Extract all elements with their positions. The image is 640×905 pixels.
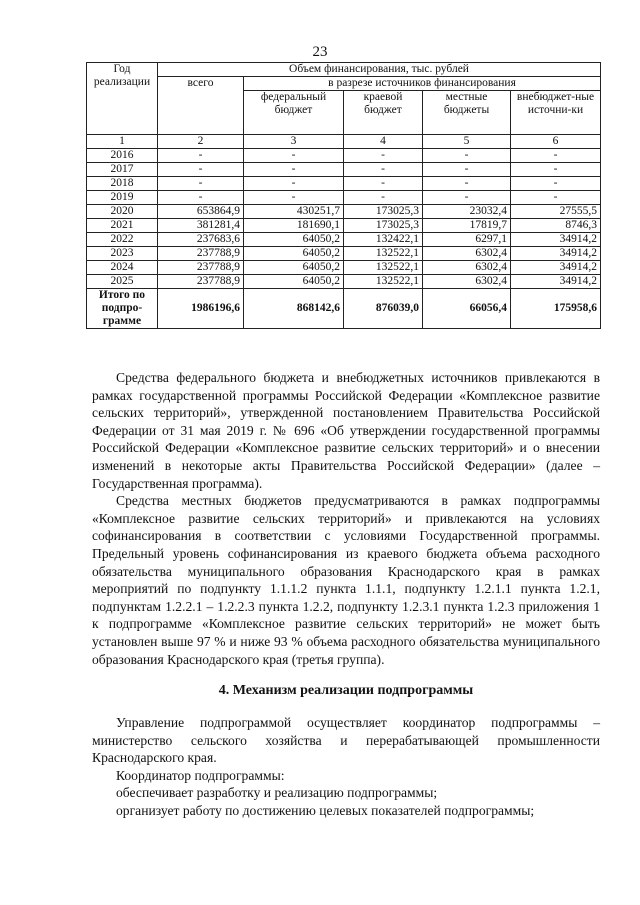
value-cell: 64050,2 [244, 275, 344, 289]
year-cell: 2023 [87, 247, 158, 261]
value-cell: 173025,3 [344, 205, 423, 219]
value-cell: 34914,2 [511, 261, 601, 275]
total-value: 876039,0 [344, 289, 423, 329]
table-row [87, 163, 601, 177]
value-cell: 64050,2 [244, 233, 344, 247]
table-row [87, 247, 601, 261]
value-cell: - [344, 191, 423, 205]
value-cell: - [158, 149, 244, 163]
column-number: 6 [511, 135, 601, 149]
header-federal: федеральный бюджет [244, 91, 344, 135]
value-cell: 173025,3 [344, 219, 423, 233]
value-cell: 6302,4 [423, 275, 511, 289]
table-row [87, 191, 601, 205]
total-row [87, 289, 601, 329]
header-regional: краевой бюджет [344, 91, 423, 135]
year-cell: 2021 [87, 219, 158, 233]
table-row [87, 219, 601, 233]
column-number: 3 [244, 135, 344, 149]
header-extrabudget: внебюджет-ные источни-ки [511, 91, 601, 135]
value-cell: - [244, 177, 344, 191]
value-cell: - [344, 163, 423, 177]
table-row [87, 177, 601, 191]
year-cell: 2017 [87, 163, 158, 177]
table-row [87, 261, 601, 275]
page-number: 23 [312, 44, 328, 60]
value-cell: - [511, 191, 601, 205]
value-cell: - [158, 163, 244, 177]
column-number: 4 [344, 135, 423, 149]
paragraph: Средства местных бюджетов предусматриваются в рамках подпрограммы «Комплексное развитие сельских территорий» и привлекаются на условиях софинансирования в соответствии с условиями Государственной программы. Предельный уровень софинансирования из краевого бюджета объема расходного обязательства муниципального образования Краснодарского края в рамках мероприятий по подпункту 1.1.1.2 пункта 1.1.1, подпункту 1.2.1.1 пункта 1.2.1, подпунктам 1.2.2.1 – 1.2.2.3 пункта 1.2.2, подпункту 1.2.3.1 пункта 1.2.3 приложения 1 к подпрограмме «Комплексное развитие сельских территорий» не может быть установлен выше 97 % и ниже 93 % объема расходного обязательства муниципального образования Краснодарского края (третья группа). [92, 493, 600, 667]
value-cell: 34914,2 [511, 233, 601, 247]
header-local: местные бюджеты [423, 91, 511, 135]
paragraph: Средства федерального бюджета и внебюджетных источников привлекаются в рамках государственной программы Российской Федерации «Комплексное развитие сельских территорий», утвержденной постановлением Правительства Российской Федерации от 31 мая 2019 г. № 696 «Об утверждении государственной программы Российской Федерации «Комплексное развитие сельских территорий» и о внесении изменений в некоторые акты Правительства Российской Федерации» (далее – Государственная программа). [92, 370, 600, 491]
table-row [87, 275, 601, 289]
value-cell: 132422,1 [344, 233, 423, 247]
value-cell: 381281,4 [158, 219, 244, 233]
table-row [87, 205, 601, 219]
column-number: 5 [423, 135, 511, 149]
header-year: Год реализации [87, 63, 158, 135]
value-cell: - [423, 163, 511, 177]
value-cell: - [244, 191, 344, 205]
value-cell: 6302,4 [423, 247, 511, 261]
column-numbers-row [87, 135, 601, 149]
value-cell: 34914,2 [511, 275, 601, 289]
financing-table [86, 62, 601, 329]
value-cell: 237788,9 [158, 247, 244, 261]
section-title: 4. Механизм реализации подпрограммы [218, 683, 474, 698]
total-value: 175958,6 [511, 289, 601, 329]
text-block-2 [92, 714, 600, 820]
total-value: 66056,4 [423, 289, 511, 329]
total-label: Итого по подпро-грамме [87, 289, 158, 329]
year-cell: 2019 [87, 191, 158, 205]
value-cell: 64050,2 [244, 261, 344, 275]
value-cell: 6302,4 [423, 261, 511, 275]
value-cell: 237788,9 [158, 275, 244, 289]
value-cell: 8746,3 [511, 219, 601, 233]
value-cell: 23032,4 [423, 205, 511, 219]
value-cell: 27555,5 [511, 205, 601, 219]
value-cell: - [511, 177, 601, 191]
value-cell: - [158, 191, 244, 205]
value-cell: - [344, 149, 423, 163]
value-cell: - [158, 177, 244, 191]
value-cell: 237788,9 [158, 261, 244, 275]
year-cell: 2025 [87, 275, 158, 289]
paragraph: Управление подпрограммой осуществляет координатор подпрограммы – министерство сельского хозяйства и перерабатывающей промышленности Краснодарского края. [92, 715, 600, 766]
value-cell: 653864,9 [158, 205, 244, 219]
value-cell: - [423, 149, 511, 163]
value-cell: 64050,2 [244, 247, 344, 261]
value-cell: - [511, 163, 601, 177]
value-cell: 237683,6 [158, 233, 244, 247]
total-value: 1986196,6 [158, 289, 244, 329]
total-value: 868142,6 [244, 289, 344, 329]
text-block-1 [92, 369, 600, 668]
header-volume: Объем финансирования, тыс. рублей [158, 63, 601, 77]
value-cell: 132522,1 [344, 261, 423, 275]
year-cell: 2020 [87, 205, 158, 219]
value-cell: 6297,1 [423, 233, 511, 247]
column-number: 1 [87, 135, 158, 149]
value-cell: 17819,7 [423, 219, 511, 233]
paragraph: организует работу по достижению целевых показателей подпрограммы; [116, 802, 535, 818]
header-total: всего [158, 77, 244, 135]
table-row [87, 149, 601, 163]
value-cell: - [511, 149, 601, 163]
value-cell: - [423, 177, 511, 191]
value-cell: - [344, 177, 423, 191]
value-cell: - [423, 191, 511, 205]
year-cell: 2024 [87, 261, 158, 275]
value-cell: 132522,1 [344, 247, 423, 261]
value-cell: - [244, 149, 344, 163]
header-sources: в разрезе источников финансирования [244, 77, 601, 91]
value-cell: 181690,1 [244, 219, 344, 233]
year-cell: 2018 [87, 177, 158, 191]
year-cell: 2022 [87, 233, 158, 247]
year-cell: 2016 [87, 149, 158, 163]
column-number: 2 [158, 135, 244, 149]
paragraph: обеспечивает разработку и реализацию подпрограммы; [116, 785, 438, 801]
value-cell: - [244, 163, 344, 177]
paragraph: Координатор подпрограммы: [116, 767, 285, 783]
table-row [87, 233, 601, 247]
value-cell: 430251,7 [244, 205, 344, 219]
value-cell: 132522,1 [344, 275, 423, 289]
value-cell: 34914,2 [511, 247, 601, 261]
